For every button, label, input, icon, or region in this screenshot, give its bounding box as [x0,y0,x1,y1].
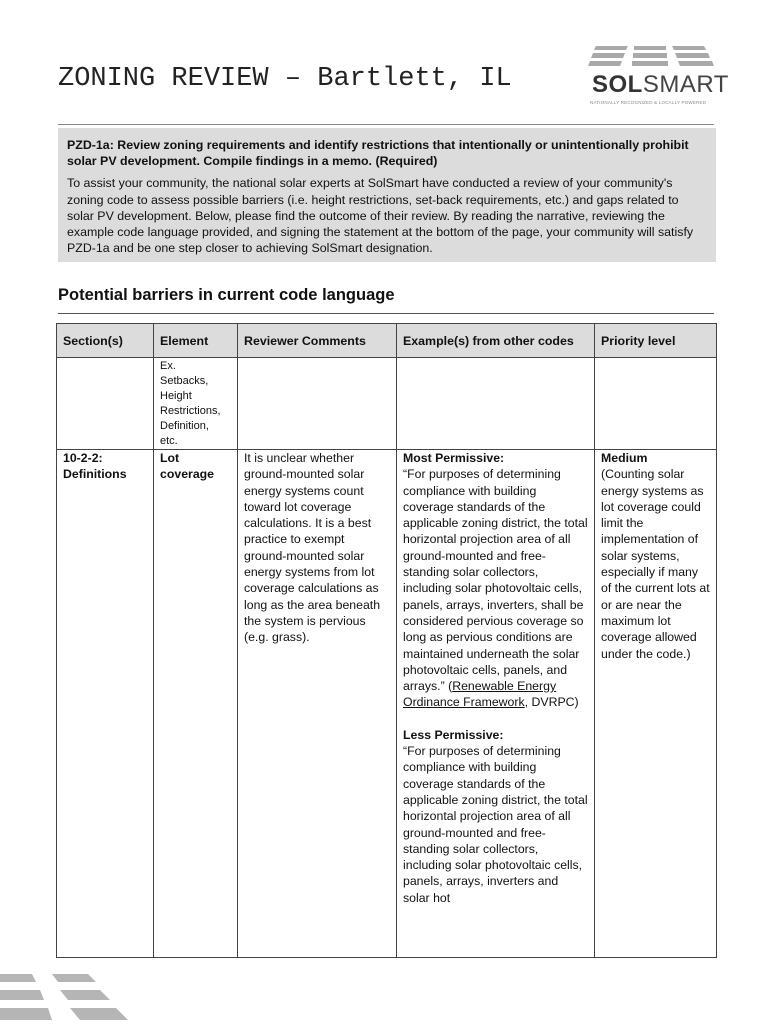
example-section-cell [57,358,154,450]
example-examples-cell [397,358,595,450]
section-heading: Potential barriers in current code language [58,286,395,304]
less-permissive-label: Less Permissive: [403,727,504,742]
section-cell: 10-2-2: Definitions [57,450,154,958]
priority-explanation: (Counting solar energy systems as lot coverage could limit the implementation of solar systems, especially if many of the current lots at or are near the maximum lot coverage allowed under the code.) [601,467,710,661]
intro-body: To assist your community, the national solar experts at SolSmart have conducted a review of your community's zoning code to assess possible barriers (i.e. height restrictions, set-back requirements, etc.) and gaps related to solar PV development. Below, please find the outcome of their review. By reading the narrative, reviewing the example code language provided, and signing the statement at the bottom of the page, your community will satisfy PZD-1a and be one step closer to achieving SolSmart designation. [67,176,694,256]
renewable-energy-link[interactable]: Renewable Energy Ordinance Framework [403,679,557,710]
logo-wordmark: SOLSMART [592,71,729,98]
header-reviewer-comments: Reviewer Comments [238,324,397,358]
barriers-table [56,323,717,958]
solar-bars-icon [588,44,716,70]
header-divider [58,124,714,125]
page-title: ZONING REVIEW – Bartlett, IL [58,64,512,94]
example-row [57,358,717,450]
example-element-cell: Ex. Setbacks, Height Restrictions, Definition, etc. [154,358,238,450]
header-priority: Priority level [595,324,717,358]
intro-box [58,128,716,262]
element-cell: Lot coverage [154,450,238,958]
less-permissive-text: “For purposes of determining compliance with building coverage standards of the applicable zoning district, the total horizontal projection area of all ground-mounted and free-standing solar collectors, including solar photovoltaic cells, panels, arrays, inverters and solar hot [403,744,588,905]
decorative-bars-icon [0,968,150,1024]
comments-cell: It is unclear whether ground-mounted solar energy systems count toward lot coverage calculations. It is a best practice to exempt ground-mounted solar energy systems from lot coverage calculations as long as the area beneath the system is pervious (e.g. grass). [238,450,397,958]
logo-tagline: NATIONALLY RECOGNIZED & LOCALLY POWERED [590,100,707,105]
solsmart-logo [588,44,729,110]
most-permissive-label: Most Permissive: [403,451,505,465]
most-permissive-text: “For purposes of determining compliance with building coverage standards of the applicable zoning district, the total horizontal projection area of all ground-mounted and free-standing solar collectors, including solar photovoltaic cells, panels, arrays, inverters, shall be considered pervious coverage so long as pervious conditions are maintained underneath the solar photovoltaic cells, panels, and arrays.” (Renewable Energy Ordinance Framework, DVRPC) [403,467,588,710]
priority-level: Medium [601,451,648,465]
table-header-row [57,324,717,358]
section-divider [58,313,714,314]
priority-cell [595,450,717,958]
example-priority-cell [595,358,717,450]
example-comments-cell [238,358,397,450]
header-sections: Section(s) [57,324,154,358]
header-examples: Example(s) from other codes [397,324,595,358]
examples-cell [397,450,595,958]
table-row [57,450,717,958]
requirement-text: PZD-1a: Review zoning requirements and identify restrictions that intentionally or unintentionally prohibit solar PV development. Compile findings in a memo. (Required) [67,138,689,169]
header-element: Element [154,324,238,358]
